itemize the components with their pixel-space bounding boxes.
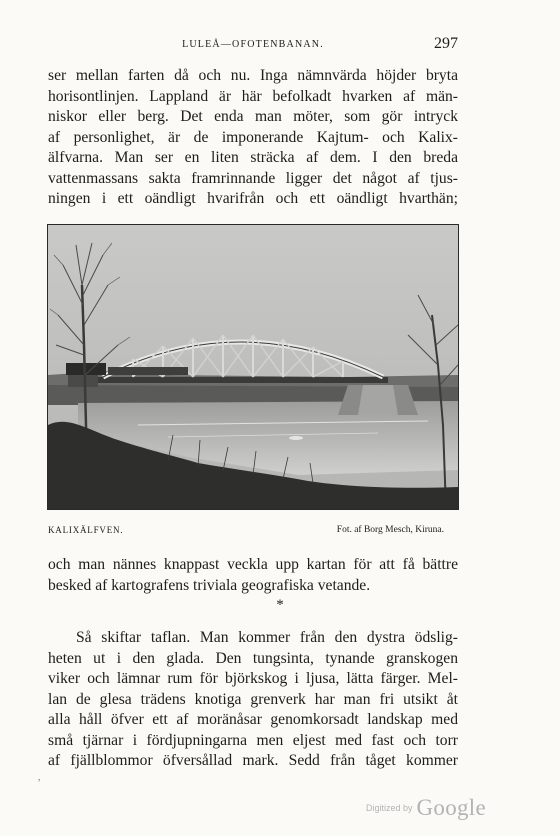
watermark-prefix: Digitized by	[365, 803, 413, 813]
text-line: lan de glesa trädens knotiga grenverk har man fri utsikt åt	[48, 690, 458, 708]
text-line: ningen i ett oändligt hvarifrån och ett oändligt hvarthän;	[48, 190, 458, 207]
text-line: niskor eller berg. Det enda man möter, som gör intryck	[48, 108, 458, 125]
paragraph-bottom	[48, 628, 458, 772]
text-line: vattenmassans sakta framrinnande ligger det något af tjus-	[48, 169, 458, 187]
running-title: LULEÅ—OFOTENBANAN.	[182, 39, 324, 50]
text-line: af fjällblommor öfversållad mark. Sedd från tåget kommer	[48, 752, 458, 769]
text-line: och man nännes knappast veckla upp kartan för att få bättre	[48, 556, 458, 573]
margin-mark: ,	[38, 772, 41, 783]
text-line: heten ut i den glada. Den tungsinta, tynande granskogen	[48, 649, 458, 667]
text-line: alla håll öfver ett af moränåsar genomkorsadt landskap med	[48, 711, 458, 728]
caption-credit: Fot. af Borg Mesch, Kiruna.	[336, 525, 444, 535]
bridge-photo-illustration	[48, 225, 458, 509]
text-line: horisontlinjen. Lappland är här befolkadt hvarken af män-	[48, 87, 458, 105]
running-head	[48, 37, 458, 55]
digitized-watermark	[366, 795, 486, 825]
bridge-photograph	[47, 224, 459, 510]
watermark-brand: Google	[416, 795, 486, 820]
figure-caption	[48, 525, 458, 539]
text-line: Så skiftar taflan. Man kommer från den dystra ödslig-	[76, 629, 458, 646]
text-line: viker och lämnar rum för björkskog i ljusa, lätta färger. Mel-	[48, 670, 458, 687]
paragraph-top	[48, 66, 458, 210]
page-number: 297	[434, 35, 458, 52]
paragraph-after-figure	[48, 555, 458, 596]
text-line: små tjärnar i fördjupningarna men eljest med fast och torr	[48, 731, 458, 749]
text-line: af personlighet, är de imponerande Kajtum- och Kalix-	[48, 128, 458, 146]
text-line: älfvarna. Man ser en liten sträcka af dem. I den breda	[48, 149, 458, 166]
text-line: ser mellan farten då och nu. Inga nämnvärda höjder bryta	[48, 67, 458, 84]
section-separator: *	[276, 597, 284, 613]
caption-title: KALIXÄLFVEN.	[48, 525, 124, 535]
text-line: besked af kartografens triviala geografiska vetande.	[48, 576, 371, 594]
